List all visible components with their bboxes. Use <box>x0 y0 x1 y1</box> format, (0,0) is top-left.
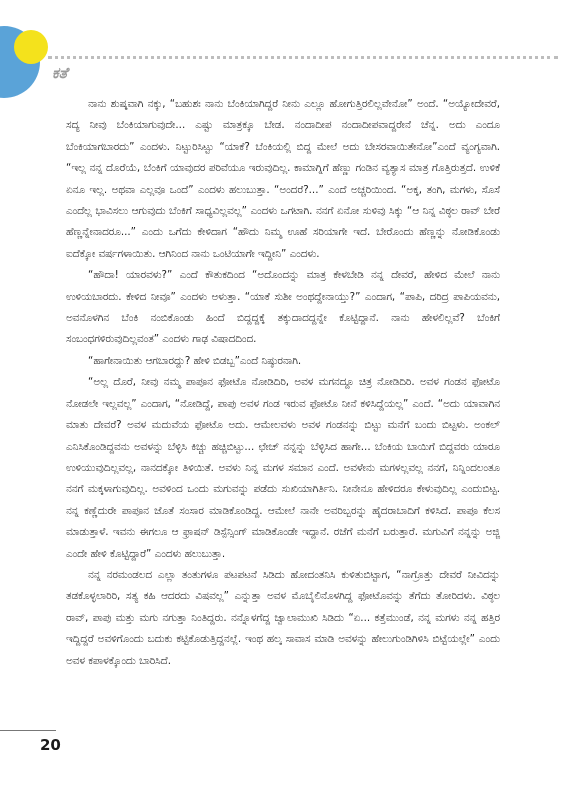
paragraph: “ಅಲ್ಲ ದೊರೆ, ನೀವು ನಮ್ಮ ಪಾಪೂನ ಫೋಟೊ ನೋಡಿದಿರಿ, ಅವಳ ಮಗನದ್ದೂ ಚಿತ್ರ ನೋಡಿದಿರಿ. ಅವಳ ಗಂಡನ ಫೋಟೊ ನೋಡಲೇ ಇಲ್ಲವಲ್ಲ” ಎಂದಾಗ, “ನೋಡಿದ್ದೆ, ಪಾಪು ಅವಳ ಗಂಡ ಇರುವ ಫೋಟೊ ನೀನೆ ಕಳಿಸಿದ್ದೆಯಲ್ಲ” ಎಂದೆ. “ಅದು ಯಾವಾಗಿನ ಮಾತು ದೇವರೆ? ಅವಳ ಮದುವೆಯ ಫೋಟೊ ಅದು. ಆಮೇಲವಳು ಅವಳ ಗಂಡನನ್ನು ಬಿಟ್ಟು ಮನೆಗೆ ಬಂದು ಬಿಟ್ಟಳು. ಅಂಕಲ್ ಎನಿಸಿಕೊಂಡಿದ್ದವನು ಅವಳನ್ನು ಬೆಳ್ಳಿಸಿ ಕಿಚ್ಚು ಹಚ್ಚಿಬಿಟ್ಟು... ಛೇಚ್ ನನ್ನನ್ನು ಬೆಳ್ಳಿಸಿದ ಹಾಗೇ... ಬೆಂಕಿಯ ಬಾಯಿಗೆ ಬಿದ್ದವರು ಯಾರೂ ಉಳಿಯುವುದಿಲ್ಲವಲ್ಲ, ನಾನದಕ್ಕೋ ತಿಳಿಯಿತೆ. ಅವಳು ನಿನ್ನ ಮಗಳ ಸಮಾನ ಎಂದೆ. ಅವಳೇನು ಮಗಳಲ್ಲವಲ್ಲ ನನಗೆ, ನಿನ್ನಿಂದಲಂತೂ ನನಗೆ ಮಕ್ಕಳಾಗುವುದಿಲ್ಲ. ಅವಳಿಂದ ಒಂದು ಮಗುವನ್ನು ಪಡೆದು ಸುಖಿಯಾಗಿರ್ತಿನಿ. ನೀನೇನೂ ಹೇಳಿದರೂ ಕೇಳುವುದಿಲ್ಲ ಎಂದುಬಿಟ್ಟ. ನನ್ನ ಕಣ್ಣೆದುರೇ ಪಾಪೂನ ಜೊತೆ ಸಂಸಾರ ಮಾಡಿಕೊಂಡಿದ್ದ. ಆಮೇಲೆ ನಾನೇ ಅವರಿಬ್ಬರನ್ನು ಹೈದರಾಬಾದಿಗೆ ಕಳಿಸಿದೆ. ಪಾಪೂ ಕೆಲಸ ಮಾಡುತ್ತಾಳೆ. ಇವನು ಈಗಲೂ ಆ ಫ್ರಾಷನ್ ಡಿಸ್ಪೆನ್ಸಿಂಗ್ ಮಾಡಿಕೊಂಡೇ ಇದ್ದಾನೆ. ರಜೆಗೆ ಮನೆಗೆ ಬರುತ್ತಾರೆ. ಮಗುವಿಗೆ ನನ್ನನ್ನು ಅಜ್ಜಿ ಎಂದೇ ಹೇಳಿ ಕೊಟ್ಟಿದ್ದಾರೆ” ಎಂದಳು ಹಲುಬುತ್ತಾ. <box>66 376 500 560</box>
paragraph: “ಹೌದಾ! ಯಾರವಳು?” ಎಂದೆ ಕೌತುಕದಿಂದ “ಅದೊಂದನ್ನು ಮಾತ್ರ ಕೇಳಬೇಡಿ ನನ್ನ ದೇವರೆ, ಹೇಳಿದ ಮೇಲೆ ನಾನು ಉಳಿಯಬಾರದು. ಕೇಳಿದ ನೀವೂ” ಎಂದಳು ಅಳುತ್ತಾ. “ಯಾಕೆ ಸುಶೀ ಅಂಥದ್ದೇನಾಯ್ತು?” ಎಂದಾಗ, “ಪಾಪಿ, ದರಿದ್ರ ಪಾಪಿಯವನು, ಅವನೊಳಗಿನ ಬೆಂಕಿ ನಂಬಿಕೊಂಡು ಹಿಂದೆ ಬಿದ್ದದ್ದಕ್ಕೆ ತಕ್ಕುದಾದದ್ದನ್ನೇ ಕೊಟ್ಟಿದ್ದಾನೆ. ನಾನು ಹೇಳಲಿಲ್ಲವೆ? ಬೆಂಕಿಗೆ ಸಂಬಂಧಗಳಿರುವುದಿಲ್ಲವಂತ” ಎಂದಳು ಗಾಢ ವಿಷಾದದಿಂದ. <box>66 269 500 346</box>
corner-yellow-circle <box>14 30 48 64</box>
header-dotted-rule <box>48 56 558 59</box>
section-label: ಕತೆ <box>52 64 68 82</box>
page-number: 20 <box>40 736 61 754</box>
paragraph: ನಾನು ಶುಷ್ಕವಾಗಿ ನಕ್ಕು, “ಬಹುಶಃ ನಾನು ಬೆಂಕಿಯಾಗಿದ್ದರೆ ನೀನು ಎಲ್ಲೂ ಹೋಗುತ್ತಿರಲಿಲ್ಲವೇನೋ” ಅಂದೆ. “ಅಯ್ಯೋದೇವರೆ, ಸದ್ಯ ನೀವು ಬೆಂಕಿಯಾಗುವುದೇ... ಎಷ್ಟು ಮಾತ್ರಕ್ಕೂ ಬೇಡ. ನಂದಾದೀಪ ನಂದಾದೀಪವಾದ್ದರೇನೆ ಚೆನ್ನ. ಅದು ಎಂದೂ ಬೆಂಕಿಯಾಗಬಾರದು” ಎಂದಳು. ನಿಟ್ಟುರಿಸಿಟ್ಟು “ಯಾಕೆ? ಬೆಂಕಿಯಲ್ಲಿ ಬಿದ್ದ ಮೇಲೆ ಅದು ಬೇಸರವಾಯಿತೇನೋ”ಎಂದೆ ವ್ಯಂಗ್ಯವಾಗಿ. “ಇಲ್ಲ ನನ್ನ ದೊರೆಯೆ, ಬೆಂಕಿಗೆ ಯಾವುದರ ಪರಿವೆಯೂ ಇರುವುದಿಲ್ಲ. ಕಾಮಾಗ್ನಿಗೆ ಹೆಣ್ಣು ಗಂಡಿನ ವ್ಯತ್ಯಾಸ ಮಾತ್ರ ಗೊತ್ತಿರುತ್ತದೆ. ಉಳಿಕೆ ಏನೂ ಇಲ್ಲ. ಅಥವಾ ಎಲ್ಲವೂ ಒಂದೆ” ಎಂದಳು ಹಲುಬುತ್ತಾ. “ಅಂದರೆ?...” ಎಂದೆ ಅಚ್ಚರಿಯಿಂದ. “ಅಕ್ಕ, ತಂಗಿ, ಮಗಳು, ಸೊಸೆ ಎಂದೆಲ್ಲ ಭಾವಿಸಲು ಆಗುವುದು ಬೆಂಕಿಗೆ ಸಾಧ್ಯವಿಲ್ಲವಲ್ಲ” ಎಂದಳು ಒಗಟಾಗಿ. ನನಗೆ ಏನೋ ಸುಳಿವು ಸಿಕ್ಕು “ಆ ನಿನ್ನ ವಿಠ್ಠಲ ರಾವ್ ಬೇರೆ ಹೆಣ್ಣನ್ನೇನಾದರೂ...” ಎಂದು ಒಗೆದು ಕೇಳಿದಾಗ “ಹೌದು ನಿಮ್ಮ ಊಹೆ ಸರಿಯಾಗೇ ಇದೆ. ಬೇರೊಂದು ಹೆಣ್ಣನ್ನು ನೋಡಿಕೊಂಡು ಐದೆಕ್ಕೋ ವರ್ಷಗಳಾಯಿತು. ಆಗಿನಿಂದ ನಾನು ಒಂಟಿಯಾಗೇ ಇದ್ದೀನಿ” ಎಂದಳು. <box>66 98 500 260</box>
footer-rule <box>0 730 56 731</box>
paragraph: ನನ್ನ ನರಮಂಡಲದ ಎಲ್ಲಾ ತಂತುಗಳೂ ಪಟಪಟನೆ ಸಿಡಿದು ಹೋದಂತನಿಸಿ ಕುಳಿತುಬಿಟ್ಟಾಗ, “ನಾಗ್ರೊತ್ತು ದೇವರೆ ನೀವಿದನ್ನು ತಡಕೊಳ್ಳಲಾರಿರಿ, ಸತ್ಯ ಕಹಿ ಆದರದು ವಿಷವಲ್ಲ” ಎನ್ನುತ್ತಾ ಅವಳ ಮೊಬೈಲಿನೊಳಗಿದ್ದ ಫೋಟೊವನ್ನು ತೆಗೆದು ತೋರಿದಳು. ವಿಠ್ಠಲ ರಾವ್, ಪಾಪು ಮತ್ತು ಮಗು ನಗುತ್ತಾ ನಿಂತಿದ್ದರು. ನನ್ನೊಳಗೆದ್ದ ಜ್ವಾಲಾಮುಖಿ ಸಿಡಿದು “ಏ... ಕತ್ತೆಮುಂಡೆ, ನನ್ನ ಮಗಳು ನನ್ನ ಹತ್ತಿರ ಇದ್ದಿದ್ದರೆ ಅವಳಿಗೊಂದು ಬದುಕು ಕಟ್ಟಿಕೊಡುತ್ತಿದ್ದನಲ್ಲೆ. ಇಂಥ ಹಲ್ಕ ಸಾವಾಸ ಮಾಡಿ ಅವಳನ್ನು ಹೇಲುಗುಂಡಿಗಿಳಿಸಿ ಬಿಟ್ಟೆಯಲ್ಲೇ” ಎಂದು ಅವಳ ಕಪಾಳಕ್ಕೊಂದು ಬಾರಿಸಿದೆ. <box>66 568 500 667</box>
story-body <box>66 94 500 672</box>
paragraph: “ಹಾಗೇನಾಯಿತು ಆಗಬಾರದ್ದು? ಹೇಳಿ ಬಿಡಬ್ಬ”ಎಂದೆ ನಿಷ್ಠುರನಾಗಿ. <box>88 354 302 367</box>
